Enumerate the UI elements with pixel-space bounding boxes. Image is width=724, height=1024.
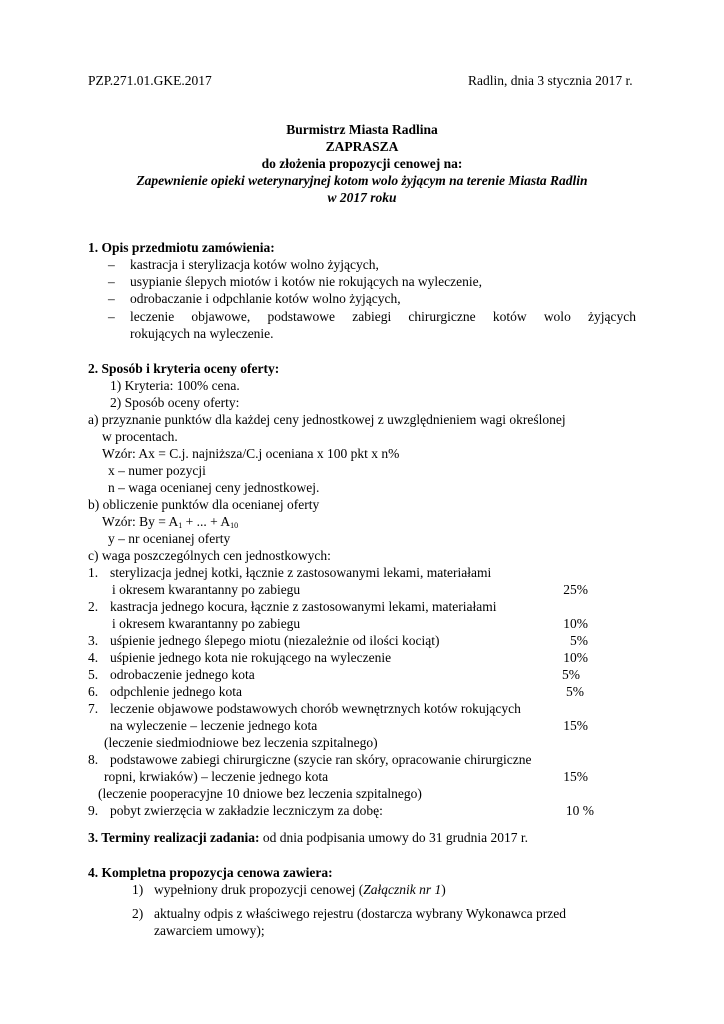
list-item: kastracja i sterylizacja kotów wolno żyjących, <box>130 257 379 272</box>
section-3-text: od dnia podpisania umowy do 31 grudnia 2017 r. <box>259 830 528 845</box>
weight-text: sterylizacja jednej kotki, łącznie z zastosowanymi lekami, materiałami <box>110 565 492 580</box>
list-item: usypianie ślepych miotów i kotów nie rokujących na wyleczenie, <box>130 274 483 289</box>
definition-x: x – numer pozycji <box>108 463 206 478</box>
weight-number: 7. <box>88 701 99 716</box>
point-b-line: b) obliczenie punktów dla ocenianej oferty <box>88 497 320 512</box>
weight-text-continuation: ropni, krwiaków) – leczenie jednego kota <box>104 769 329 784</box>
point-c-line: c) waga poszczególnych cen jednostkowych: <box>88 548 331 563</box>
offer-item-number: 2) <box>132 906 144 921</box>
weight-percent: 15% <box>563 718 588 733</box>
offer-item-1-attachment: Załącznik nr 1 <box>363 882 442 897</box>
formula-a: Wzór: Ax = C.j. najniższa/C.j oceniana x 100 pkt x n% <box>102 446 400 461</box>
bullet-icon: – <box>108 309 115 324</box>
weight-number: 9. <box>88 803 99 818</box>
weight-percent: 5% <box>566 684 584 699</box>
definition-n: n – waga ocenianej ceny jednostkowej. <box>108 480 320 495</box>
weight-number: 1. <box>88 565 99 580</box>
offer-item-1-text: wypełniony druk propozycji cenowej ( <box>154 882 364 897</box>
offer-item-number: 1) <box>132 882 144 897</box>
offer-item-text <box>154 881 446 898</box>
weight-percent: 10% <box>563 650 588 665</box>
weight-text: uśpienie jednego ślepego miotu (niezależnie od ilości kociąt) <box>110 633 440 648</box>
bullet-icon: – <box>108 274 115 289</box>
weight-text: kastracja jednego kocura, łącznie z zastosowanymi lekami, materiałami <box>110 599 497 614</box>
weight-number: 3. <box>88 633 99 648</box>
weight-number: 5. <box>88 667 99 682</box>
weight-text-continuation: na wyleczenie – leczenie jednego kota <box>110 718 318 733</box>
weight-number: 4. <box>88 650 99 665</box>
place-date: Radlin, dnia 3 stycznia 2017 r. <box>468 73 633 88</box>
weight-note: (leczenie siedmiodniowe bez leczenia szpitalnego) <box>104 735 378 750</box>
title-line-2: ZAPRASZA <box>325 139 399 154</box>
evaluation-method-line: 2) Sposób oceny oferty: <box>110 395 240 410</box>
weight-percent: 25% <box>563 582 588 597</box>
weight-text: pobyt zwierzęcia w zakładzie leczniczym za dobę: <box>110 803 383 818</box>
bullet-icon: – <box>108 257 115 272</box>
formula-b <box>102 513 238 530</box>
section-2-heading: 2. Sposób i kryteria oceny oferty: <box>88 361 280 376</box>
formula-b-sub-1: 1 <box>178 521 183 530</box>
title-line-1: Burmistrz Miasta Radlina <box>286 122 438 137</box>
weight-text-continuation: i okresem kwarantanny po zabiegu <box>112 582 301 597</box>
weight-percent: 5% <box>570 633 588 648</box>
weight-percent: 10% <box>563 616 588 631</box>
weight-number: 6. <box>88 684 99 699</box>
offer-item-text: aktualny odpis z właściwego rejestru (dostarcza wybrany Wykonawca przed <box>154 906 567 921</box>
section-3 <box>88 829 528 846</box>
bullet-icon: – <box>108 291 115 306</box>
weight-text: leczenie objawowe podstawowych chorób wewnętrznych kotów rokujących <box>110 701 521 716</box>
title-line-4: Zapewnienie opieki weterynaryjnej kotom wolo żyjącym na terenie Miasta Radlin <box>136 173 588 188</box>
weight-percent: 5% <box>562 667 580 682</box>
weight-text: odpchlenie jednego kota <box>110 684 242 699</box>
section-4-heading: 4. Kompletna propozycja cenowa zawiera: <box>88 865 333 880</box>
offer-item-text-continuation: zawarciem umowy); <box>154 923 265 938</box>
formula-b-prefix: Wzór: By = A <box>102 514 179 529</box>
formula-b-mid: + ... + A <box>182 514 231 529</box>
weight-text-continuation: i okresem kwarantanny po zabiegu <box>112 616 301 631</box>
list-item: odrobaczanie i odpchlanie kotów wolno żyjących, <box>130 291 401 306</box>
weight-number: 2. <box>88 599 99 614</box>
weight-text: podstawowe zabiegi chirurgiczne (szycie ran skóry, opracowanie chirurgiczne <box>110 752 532 767</box>
definition-y: y – nr ocenianej oferty <box>108 531 231 546</box>
section-3-heading: 3. Terminy realizacji zadania: <box>88 830 260 845</box>
weight-percent: 15% <box>563 769 588 784</box>
weight-text: odrobaczenie jednego kota <box>110 667 255 682</box>
weight-note: (leczenie pooperacyjne 10 dniowe bez leczenia szpitalnego) <box>98 786 422 801</box>
point-a-line: a) przyznanie punktów dla każdej ceny jednostkowej z uwzględnieniem wagi określonej <box>88 412 566 427</box>
criteria-line: 1) Kryteria: 100% cena. <box>110 378 240 393</box>
weight-number: 8. <box>88 752 99 767</box>
point-a-continuation: w procentach. <box>102 429 178 444</box>
reference-number: PZP.271.01.GKE.2017 <box>88 73 212 88</box>
offer-item-1-close: ) <box>441 882 446 897</box>
title-line-5: w 2017 roku <box>327 190 397 205</box>
list-item: leczenie objawowe, podstawowe zabiegi chirurgiczne kotów wolo żyjących <box>130 309 636 324</box>
title-line-3: do złożenia propozycji cenowej na: <box>261 156 463 171</box>
list-item-continuation: rokujących na wyleczenie. <box>130 326 274 341</box>
section-1-heading: 1. Opis przedmiotu zamówienia: <box>88 240 275 255</box>
weight-text: uśpienie jednego kota nie rokującego na wyleczenie <box>110 650 392 665</box>
weight-percent: 10 % <box>565 803 594 818</box>
formula-b-sub-10: 10 <box>230 521 239 530</box>
